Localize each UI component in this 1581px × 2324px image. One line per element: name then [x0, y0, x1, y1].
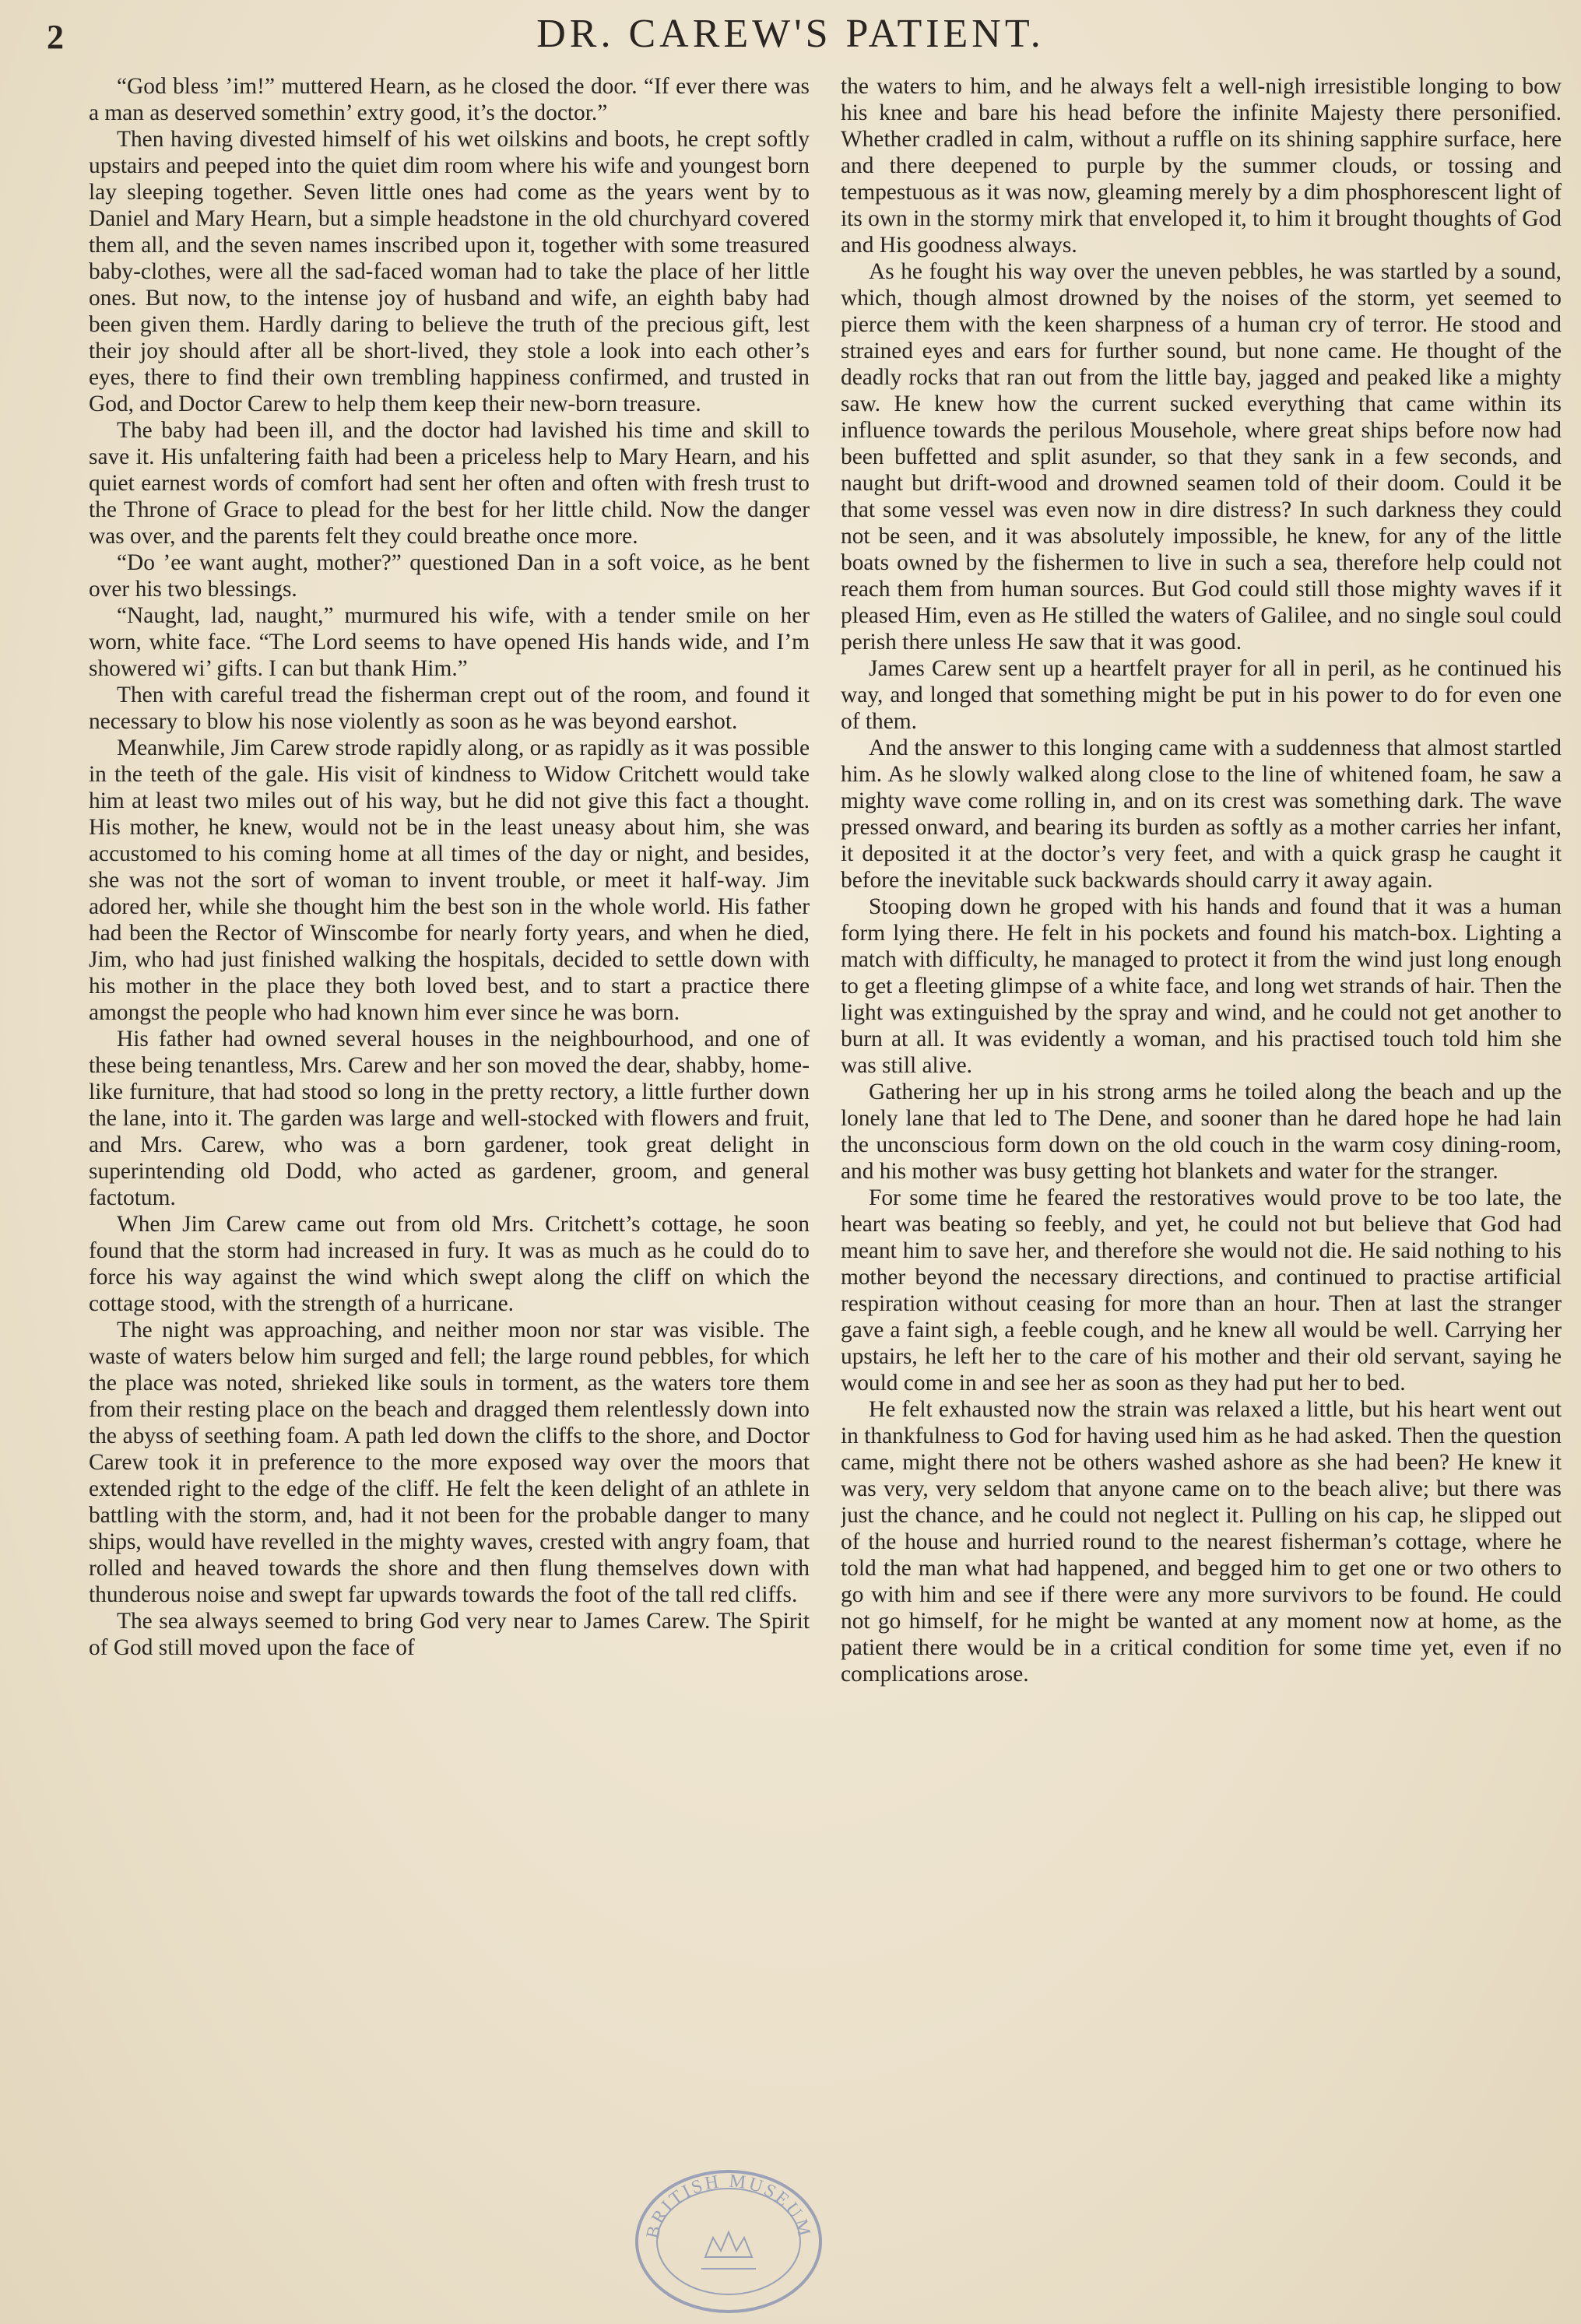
paragraph: James Carew sent up a heartfelt prayer for all in peril, as he continued his way, and longed that something might be put in his power to do for even one of them. — [841, 656, 1562, 734]
paragraph: “Do ’ee want aught, mother?” questioned Dan in a soft voice, as he bent over his two blessings. — [89, 550, 810, 602]
paragraph: And the answer to this longing came with a suddenness that almost startled him. As he slowly walked along close to the line of whitened foam, he saw a mighty wave come rolling in, and on its crest was something dark. The wave pressed onward, and bearing its burden as softly as a mother carries her infant, it deposited it at the doctor’s very feet, and with a quick grasp he caught it before the inevitable suck backwards should carry it away again. — [841, 735, 1562, 893]
svg-text:BRITISH MUSEUM: BRITISH MUSEUM — [642, 2171, 815, 2241]
page-number: 2 — [47, 18, 64, 56]
paragraph: Then having divested himself of his wet oilskins and boots, he crept softly upstairs and peeped into the quiet dim room where his wife and youngest born lay sleeping together. Seven little ones had come as the years went by to Daniel and Mary Hearn, but a simple headstone in the old churchyard covered them all, and the seven names inscribed upon it, together with some treasured baby-clothes, were all the sad-faced woman had to take the place of her little ones. But now, to the intense joy of husband and wife, an eighth baby had been given them. Hardly daring to believe the truth of the precious gift, lest their joy should after all be short-lived, they stole a look into each other’s eyes, there to find their own trembling happiness confirmed, and trusted in God, and Doctor Carew to help them keep their new-born treasure. — [89, 127, 810, 416]
paragraph: “Naught, lad, naught,” murmured his wife, with a tender smile on her worn, white face. “The Lord seems to have opened His hands wide, and I’m showered wi’ gifts. I can but thank Him.” — [89, 603, 810, 681]
paragraph: The baby had been ill, and the doctor had lavished his time and skill to save it. His unfaltering faith had been a priceless help to Mary Hearn, and his quiet earnest words of comfort had sent her often and often with fresh trust to the Throne of Grace to plead for the best for her little child. Now the danger was over, and the parents felt they could breathe once more. — [89, 418, 810, 549]
paragraph: As he fought his way over the uneven pebbles, he was startled by a sound, which, though almost drowned by the noises of the storm, yet seemed to pierce them with the keen sharpness of a human cry of terror. He stood and strained eyes and ears for further sound, but none came. He thought of the deadly rocks that ran out from the little bay, jagged and peaked like a mighty saw. He knew how the current sucked everything that came within its influence towards the perilous Mousehole, where great ships before now had been buffetted and split asunder, so that they sank in a few seconds, and naught but drift-wood and drowned seamen told of their doom. Could it be that some vessel was even now in dire distress? In such darkness they could not be seen, and it was absolutely impossible, he knew, for any of the little boats owned by the fishermen to live in such a sea, therefore help could not reach them from human sources. But God could still those mighty waves if it pleased Him, even as He stilled the waters of Galilee, and no single soul could perish there unless He saw that it was good. — [841, 259, 1562, 655]
paragraph: Then with careful tread the fisherman crept out of the room, and found it necessary to blow his nose violently as soon as he was beyond earshot. — [89, 683, 810, 734]
paragraph: For some time he feared the restoratives would prove to be too late, the heart was beating so feebly, and yet, he could not but believe that God had meant him to save her, and therefore she would not die. He said nothing to his mother beyond the necessary directions, and continued to practise artificial respiration without ceasing for more than an hour. Then at last the stranger gave a faint sigh, a feeble cough, and he knew all would be well. Carrying her upstairs, he left her to the care of his mother and their old servant, saying he would come in and see her as soon as they had put her to bed. — [841, 1185, 1562, 1395]
library-stamp — [627, 2164, 830, 2319]
paragraph: Stooping down he groped with his hands and found that it was a human form lying there. He felt in his pockets and found his match-box. Lighting a match with difficulty, he managed to protect it from the wind just long enough to get a fleeting glimpse of a white face, and long wet strands of hair. Then the light was extinguished by the spray and wind, and he could not get another to burn at all. It was evidently a woman, and his practised touch told him she was still alive. — [841, 894, 1562, 1078]
right-column — [841, 73, 1562, 2299]
paragraph: “God bless ’im!” muttered Hearn, as he closed the door. “If ever there was a man as deserved somethin’ extry good, it’s the doctor.” — [89, 74, 810, 125]
paragraph: When Jim Carew came out from old Mrs. Critchett’s cottage, he soon found that the storm had increased in fury. It was as much as he could do to force his way against the wind which swept along the cliff on which the cottage stood, with the strength of a hurricane. — [89, 1212, 810, 1316]
page-header — [0, 11, 1581, 59]
stamp-seal-icon — [627, 2164, 830, 2319]
left-column — [89, 73, 810, 2299]
paragraph: Gathering her up in his strong arms he toiled along the beach and up the lonely lane that led to The Dene, and sooner than he dared hope he had lain the unconscious form down on the old couch in the warm cosy dining-room, and his mother was busy getting hot blankets and water for the stranger. — [841, 1080, 1562, 1184]
paragraph: He felt exhausted now the strain was relaxed a little, but his heart went out in thankfulness to God for having used him as he had asked. Then the question came, might there not be others washed ashore as she had been? He knew it was very, very seldom that anyone came on to the beach alive; but there was just the chance, and he could not neglect it. Pulling on his cap, he slipped out of the house and hurried round to the nearest fisherman’s cottage, where he told the man what had happened, and begged him to get one or two others to go with him and see if there were any more survivors to be found. He could not go himself, for he might be wanted at any moment now at home, as the patient there would be in a critical condition for some time yet, even if no complications arose. — [841, 1397, 1562, 1687]
paragraph: His father had owned several houses in the neighbourhood, and one of these being tenantless, Mrs. Carew and her son moved the dear, shabby, home-like furniture, that had stood so long in the pretty rectory, a little further down the lane, into it. The garden was large and well-stocked with flowers and fruit, and Mrs. Carew, who was a born gardener, took great delight in superintending old Dodd, who acted as gardener, groom, and general factotum. — [89, 1027, 810, 1210]
paragraph: the waters to him, and he always felt a well-nigh irresistible longing to bow his knee and bare his head before the infinite Majesty there personified. Whether cradled in calm, without a ruffle on its shining sapphire surface, here and there deepened to purple by the summer clouds, or tossing and tempestuous as it was now, gleaming merely by a dim phosphorescent light of its own in the stormy mirk that enveloped it, to him it brought thoughts of God and His goodness always. — [841, 74, 1562, 258]
paragraph: The night was approaching, and neither moon nor star was visible. The waste of waters below him surged and fell; the large round pebbles, for which the place was noted, shrieked like souls in torment, as the waters tore them from their resting place on the beach and dragged them relentlessly down into the abyss of seething foam. A path led down the cliffs to the shore, and Doctor Carew took it in preference to the more exposed way over the moors that extended right to the edge of the cliff. He felt the keen delight of an athlete in battling with the storm, and, had it not been for the probable danger to many ships, would have revelled in the mighty waves, crested with angry foam, that rolled and heaved towards the shore and then flung themselves down with thunderous noise and swept far upwards towards the foot of the tall red cliffs. — [89, 1318, 810, 1607]
paragraph: Meanwhile, Jim Carew strode rapidly along, or as rapidly as it was possible in the teeth of the gale. His visit of kindness to Widow Critchett would take him at least two miles out of his way, but he did not give this fact a thought. His mother, he knew, would not be in the least uneasy about him, she was accustomed to his coming home at all times of the day or night, and besides, she was not the sort of woman to invent trouble, or meet it half-way. Jim adored her, while she thought him the best son in the whole world. His father had been the Rector of Winscombe for nearly forty years, and when he died, Jim, who had just finished walking the hospitals, decided to settle down with his mother in the place they both loved best, and to start a practice there amongst the people who had known him ever since he was born. — [89, 735, 810, 1025]
running-title: DR. CAREW'S PATIENT. — [536, 12, 1045, 56]
paragraph: The sea always seemed to bring God very near to James Carew. The Spirit of God still moved upon the face of — [89, 1609, 810, 1660]
